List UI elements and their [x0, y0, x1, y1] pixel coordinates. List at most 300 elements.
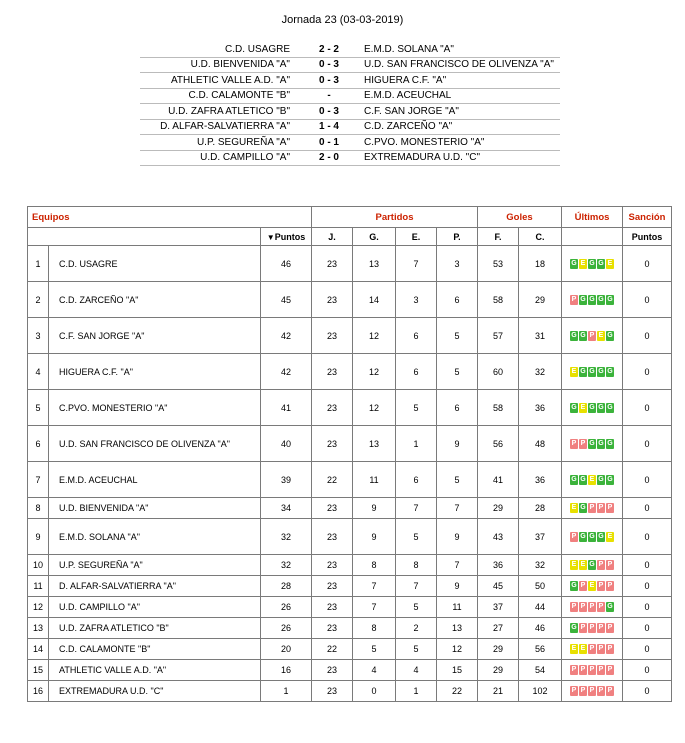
- result-home: U.P. SEGUREÑA "A": [140, 135, 294, 151]
- result-row: [140, 42, 560, 57]
- form-badge: G: [607, 603, 613, 611]
- cell-pos: 9: [28, 519, 49, 555]
- form-badge: G: [607, 295, 613, 303]
- form-badge: P: [598, 666, 604, 674]
- form-badge: P: [580, 582, 586, 590]
- cell-p: 9: [437, 576, 478, 597]
- cell-g: 7: [353, 576, 396, 597]
- cell-ultimos: [562, 354, 623, 390]
- cell-p: 5: [437, 462, 478, 498]
- result-row: [140, 119, 560, 135]
- cell-pts: 28: [261, 576, 312, 597]
- cell-pos: 2: [28, 282, 49, 318]
- jornada-title: Jornada 23 (03-03-2019): [281, 14, 404, 26]
- standings-row: [28, 498, 672, 519]
- header-goles: Goles: [478, 207, 562, 228]
- cell-f: 58: [478, 282, 519, 318]
- cell-team[interactable]: HIGUERA C.F. "A": [49, 354, 261, 390]
- result-score: 2 - 2: [294, 42, 364, 57]
- cell-f: 45: [478, 576, 519, 597]
- cell-sancion: 0: [623, 639, 672, 660]
- form-badge: E: [589, 582, 595, 590]
- cell-pos: 1: [28, 246, 49, 282]
- cell-g: 12: [353, 390, 396, 426]
- cell-sancion: 0: [623, 354, 672, 390]
- form-badge: P: [598, 561, 604, 569]
- header-equipos: Equipos: [28, 207, 312, 228]
- cell-p: 7: [437, 498, 478, 519]
- form-badge: P: [580, 603, 586, 611]
- cell-sancion: 0: [623, 282, 672, 318]
- cell-pos: 13: [28, 618, 49, 639]
- cell-e: 6: [396, 318, 437, 354]
- cell-team[interactable]: EXTREMADURA U.D. "C": [49, 681, 261, 702]
- cell-ultimos: [562, 576, 623, 597]
- form-badge: P: [580, 666, 586, 674]
- form-badge: G: [580, 532, 586, 540]
- cell-pts: 26: [261, 597, 312, 618]
- cell-c: 36: [519, 462, 562, 498]
- cell-f: 37: [478, 597, 519, 618]
- form-badge: P: [607, 666, 613, 674]
- standings-row: [28, 282, 672, 318]
- cell-c: 37: [519, 519, 562, 555]
- form-badge: G: [571, 331, 577, 339]
- cell-ultimos: [562, 246, 623, 282]
- results-table: [140, 42, 560, 166]
- form-badge: P: [598, 687, 604, 695]
- cell-c: 44: [519, 597, 562, 618]
- form-badges: [570, 475, 614, 485]
- form-badges: [570, 644, 614, 654]
- cell-c: 50: [519, 576, 562, 597]
- cell-f: 21: [478, 681, 519, 702]
- cell-g: 0: [353, 681, 396, 702]
- form-badge: E: [580, 645, 586, 653]
- form-badge: P: [598, 645, 604, 653]
- cell-e: 2: [396, 618, 437, 639]
- cell-team[interactable]: U.D. SAN FRANCISCO DE OLIVENZA "A": [49, 426, 261, 462]
- form-badge: G: [598, 295, 604, 303]
- cell-c: 46: [519, 618, 562, 639]
- cell-p: 5: [437, 354, 478, 390]
- cell-p: 3: [437, 246, 478, 282]
- cell-pts: 16: [261, 660, 312, 681]
- form-badge: E: [580, 561, 586, 569]
- cell-ultimos: [562, 390, 623, 426]
- cell-pos: 16: [28, 681, 49, 702]
- cell-team[interactable]: E.M.D. ACEUCHAL: [49, 462, 261, 498]
- cell-f: 36: [478, 555, 519, 576]
- form-badge: P: [598, 603, 604, 611]
- result-away: C.D. ZARCEÑO "A": [364, 119, 560, 135]
- cell-sancion: 0: [623, 681, 672, 702]
- cell-pts: 34: [261, 498, 312, 519]
- form-badges: [570, 686, 614, 696]
- cell-pts: 45: [261, 282, 312, 318]
- cell-e: 3: [396, 282, 437, 318]
- cell-g: 13: [353, 246, 396, 282]
- cell-e: 7: [396, 246, 437, 282]
- form-badge: P: [607, 624, 613, 632]
- cell-sancion: 0: [623, 390, 672, 426]
- cell-team[interactable]: U.D. BIENVENIDA "A": [49, 498, 261, 519]
- result-home: U.D. CAMPILLO "A": [140, 150, 294, 166]
- cell-j: 22: [312, 639, 353, 660]
- cell-team[interactable]: C.D. CALAMONTE "B": [49, 639, 261, 660]
- cell-team[interactable]: ATHLETIC VALLE A.D. "A": [49, 660, 261, 681]
- form-badge: E: [589, 475, 595, 483]
- result-home: D. ALFAR-SALVATIERRA "A": [140, 119, 294, 135]
- cell-ultimos: [562, 597, 623, 618]
- form-badge: G: [607, 439, 613, 447]
- cell-j: 23: [312, 597, 353, 618]
- form-badge: E: [571, 561, 577, 569]
- cell-j: 23: [312, 246, 353, 282]
- result-home: C.D. CALAMONTE "B": [140, 88, 294, 104]
- header-partidos: Partidos: [312, 207, 478, 228]
- cell-f: 53: [478, 246, 519, 282]
- cell-f: 56: [478, 426, 519, 462]
- cell-j: 23: [312, 660, 353, 681]
- header-j: J.: [312, 228, 353, 246]
- form-badges: [570, 665, 614, 675]
- result-away: U.D. SAN FRANCISCO DE OLIVENZA "A": [364, 57, 560, 73]
- form-badges: [570, 560, 614, 570]
- cell-g: 14: [353, 282, 396, 318]
- result-home: U.D. BIENVENIDA "A": [140, 57, 294, 73]
- cell-j: 23: [312, 681, 353, 702]
- cell-pos: 7: [28, 462, 49, 498]
- cell-pos: 3: [28, 318, 49, 354]
- cell-pts: 41: [261, 390, 312, 426]
- cell-j: 23: [312, 318, 353, 354]
- form-badge: P: [589, 687, 595, 695]
- cell-team[interactable]: C.D. USAGRE: [49, 246, 261, 282]
- standings-row: [28, 576, 672, 597]
- header-ultimos: Últimos: [562, 207, 623, 228]
- cell-f: 58: [478, 390, 519, 426]
- cell-g: 5: [353, 639, 396, 660]
- header-g: G.: [353, 228, 396, 246]
- form-badge: P: [607, 645, 613, 653]
- cell-pts: 1: [261, 681, 312, 702]
- form-badges: [570, 602, 614, 612]
- form-badge: G: [589, 367, 595, 375]
- form-badge: P: [571, 687, 577, 695]
- cell-ultimos: [562, 681, 623, 702]
- cell-sancion: 0: [623, 426, 672, 462]
- form-badge: P: [607, 561, 613, 569]
- cell-team[interactable]: D. ALFAR-SALVATIERRA "A": [49, 576, 261, 597]
- cell-team[interactable]: U.D. ZAFRA ATLETICO "B": [49, 618, 261, 639]
- standings-row: [28, 246, 672, 282]
- cell-e: 5: [396, 519, 437, 555]
- cell-pts: 26: [261, 618, 312, 639]
- form-badge: G: [589, 532, 595, 540]
- form-badge: G: [598, 367, 604, 375]
- form-badge: G: [598, 403, 604, 411]
- result-score: 0 - 3: [294, 104, 364, 120]
- cell-pts: 39: [261, 462, 312, 498]
- cell-e: 6: [396, 354, 437, 390]
- cell-e: 7: [396, 576, 437, 597]
- result-row: [140, 150, 560, 166]
- form-badge: P: [607, 582, 613, 590]
- cell-team[interactable]: U.D. CAMPILLO "A": [49, 597, 261, 618]
- form-badge: G: [589, 439, 595, 447]
- cell-f: 29: [478, 498, 519, 519]
- cell-sancion: 0: [623, 462, 672, 498]
- form-badge: G: [598, 439, 604, 447]
- standings-row: [28, 390, 672, 426]
- cell-g: 11: [353, 462, 396, 498]
- form-badges: [570, 439, 614, 449]
- form-badge: G: [571, 259, 577, 267]
- cell-p: 13: [437, 618, 478, 639]
- cell-ultimos: [562, 660, 623, 681]
- cell-ultimos: [562, 618, 623, 639]
- cell-c: 28: [519, 498, 562, 519]
- form-badge: G: [580, 295, 586, 303]
- cell-p: 7: [437, 555, 478, 576]
- cell-g: 9: [353, 519, 396, 555]
- result-away: EXTREMADURA U.D. "C": [364, 150, 560, 166]
- form-badge: G: [589, 295, 595, 303]
- cell-e: 4: [396, 660, 437, 681]
- form-badge: G: [598, 475, 604, 483]
- cell-e: 6: [396, 462, 437, 498]
- form-badge: G: [571, 624, 577, 632]
- cell-c: 36: [519, 390, 562, 426]
- cell-e: 5: [396, 639, 437, 660]
- form-badge: E: [571, 504, 577, 512]
- standings-row: [28, 462, 672, 498]
- cell-ultimos: [562, 426, 623, 462]
- result-score: 0 - 1: [294, 135, 364, 151]
- cell-c: 31: [519, 318, 562, 354]
- standings-row: [28, 618, 672, 639]
- cell-c: 32: [519, 555, 562, 576]
- cell-g: 8: [353, 618, 396, 639]
- form-badges: [570, 503, 614, 513]
- cell-team[interactable]: C.PVO. MONESTERIO "A": [49, 390, 261, 426]
- cell-f: 43: [478, 519, 519, 555]
- cell-g: 13: [353, 426, 396, 462]
- cell-g: 12: [353, 318, 396, 354]
- standings-row: [28, 597, 672, 618]
- cell-j: 23: [312, 618, 353, 639]
- cell-team[interactable]: E.M.D. SOLANA "A": [49, 519, 261, 555]
- result-row: [140, 135, 560, 151]
- cell-e: 1: [396, 681, 437, 702]
- result-row: [140, 104, 560, 120]
- cell-pos: 5: [28, 390, 49, 426]
- standings-row: [28, 555, 672, 576]
- cell-f: 60: [478, 354, 519, 390]
- cell-p: 22: [437, 681, 478, 702]
- cell-pos: 12: [28, 597, 49, 618]
- cell-p: 9: [437, 519, 478, 555]
- form-badge: G: [598, 259, 604, 267]
- cell-pos: 10: [28, 555, 49, 576]
- form-badge: G: [589, 561, 595, 569]
- cell-team[interactable]: C.D. ZARCEÑO "A": [49, 282, 261, 318]
- form-badge: G: [571, 475, 577, 483]
- standings-row: [28, 354, 672, 390]
- cell-e: 1: [396, 426, 437, 462]
- form-badge: P: [589, 603, 595, 611]
- cell-c: 18: [519, 246, 562, 282]
- cell-ultimos: [562, 282, 623, 318]
- form-badges: [570, 295, 614, 305]
- form-badge: P: [589, 666, 595, 674]
- form-badge: G: [580, 367, 586, 375]
- header-blank: [28, 228, 261, 246]
- form-badge: G: [607, 475, 613, 483]
- form-badges: [570, 403, 614, 413]
- cell-team[interactable]: C.F. SAN JORGE "A": [49, 318, 261, 354]
- standings-table: [27, 206, 672, 702]
- form-badge: P: [589, 645, 595, 653]
- cell-j: 23: [312, 282, 353, 318]
- cell-pts: 46: [261, 246, 312, 282]
- cell-f: 41: [478, 462, 519, 498]
- standings-row: [28, 426, 672, 462]
- result-score: 0 - 3: [294, 73, 364, 89]
- header-f: F.: [478, 228, 519, 246]
- form-badge: E: [598, 331, 604, 339]
- form-badge: P: [571, 666, 577, 674]
- cell-p: 12: [437, 639, 478, 660]
- cell-f: 27: [478, 618, 519, 639]
- cell-ultimos: [562, 639, 623, 660]
- cell-c: 56: [519, 639, 562, 660]
- cell-c: 29: [519, 282, 562, 318]
- cell-ultimos: [562, 318, 623, 354]
- cell-sancion: 0: [623, 246, 672, 282]
- result-row: [140, 57, 560, 73]
- form-badge: G: [571, 403, 577, 411]
- result-score: 0 - 3: [294, 57, 364, 73]
- cell-g: 8: [353, 555, 396, 576]
- form-badge: P: [580, 439, 586, 447]
- cell-g: 7: [353, 597, 396, 618]
- cell-c: 54: [519, 660, 562, 681]
- cell-p: 6: [437, 282, 478, 318]
- standings-row: [28, 519, 672, 555]
- form-badge: P: [589, 504, 595, 512]
- cell-p: 5: [437, 318, 478, 354]
- cell-pos: 11: [28, 576, 49, 597]
- cell-e: 5: [396, 390, 437, 426]
- form-badge: G: [589, 403, 595, 411]
- header-c: C.: [519, 228, 562, 246]
- cell-team[interactable]: U.P. SEGUREÑA "A": [49, 555, 261, 576]
- header-puntos-label: Puntos: [274, 231, 306, 242]
- cell-ultimos: [562, 555, 623, 576]
- cell-sancion: 0: [623, 576, 672, 597]
- cell-g: 12: [353, 354, 396, 390]
- result-home: ATHLETIC VALLE A.D. "A": [140, 73, 294, 89]
- form-badge: G: [607, 331, 613, 339]
- form-badges: [570, 259, 614, 269]
- cell-f: 57: [478, 318, 519, 354]
- result-away: HIGUERA C.F. "A": [364, 73, 560, 89]
- cell-j: 23: [312, 576, 353, 597]
- cell-pos: 8: [28, 498, 49, 519]
- form-badge: P: [580, 624, 586, 632]
- form-badge: P: [598, 624, 604, 632]
- result-away: C.PVO. MONESTERIO "A": [364, 135, 560, 151]
- cell-sancion: 0: [623, 318, 672, 354]
- cell-f: 29: [478, 660, 519, 681]
- sort-arrow-icon: ▼: [266, 232, 275, 242]
- form-badge: P: [607, 504, 613, 512]
- cell-pts: 20: [261, 639, 312, 660]
- standings-row: [28, 639, 672, 660]
- form-badge: P: [589, 331, 595, 339]
- result-home: U.D. ZAFRA ATLETICO "B": [140, 104, 294, 120]
- form-badge: G: [607, 367, 613, 375]
- standings-row: [28, 318, 672, 354]
- cell-p: 11: [437, 597, 478, 618]
- form-badges: [570, 367, 614, 377]
- form-badge: P: [571, 603, 577, 611]
- header-p: P.: [437, 228, 478, 246]
- form-badge: G: [598, 532, 604, 540]
- cell-pts: 42: [261, 354, 312, 390]
- cell-pos: 15: [28, 660, 49, 681]
- cell-j: 23: [312, 354, 353, 390]
- form-badge: E: [607, 259, 613, 267]
- header-e: E.: [396, 228, 437, 246]
- form-badge: P: [598, 504, 604, 512]
- cell-p: 9: [437, 426, 478, 462]
- form-badge: P: [598, 582, 604, 590]
- cell-e: 5: [396, 597, 437, 618]
- cell-j: 23: [312, 498, 353, 519]
- cell-pts: 40: [261, 426, 312, 462]
- cell-sancion: 0: [623, 555, 672, 576]
- form-badge: E: [580, 259, 586, 267]
- cell-p: 6: [437, 390, 478, 426]
- header-puntos[interactable]: [261, 228, 312, 246]
- cell-sancion: 0: [623, 660, 672, 681]
- cell-pos: 4: [28, 354, 49, 390]
- cell-e: 7: [396, 498, 437, 519]
- cell-j: 22: [312, 462, 353, 498]
- cell-j: 23: [312, 390, 353, 426]
- cell-ultimos: [562, 519, 623, 555]
- form-badges: [570, 581, 614, 591]
- cell-g: 4: [353, 660, 396, 681]
- form-badge: E: [580, 403, 586, 411]
- header-sancion: Sanción: [623, 207, 672, 228]
- cell-j: 23: [312, 426, 353, 462]
- cell-j: 23: [312, 519, 353, 555]
- cell-c: 102: [519, 681, 562, 702]
- cell-e: 8: [396, 555, 437, 576]
- form-badge: G: [607, 403, 613, 411]
- standings-row: [28, 660, 672, 681]
- cell-f: 29: [478, 639, 519, 660]
- header-sancion-puntos: Puntos: [623, 228, 672, 246]
- cell-ultimos: [562, 498, 623, 519]
- form-badge: P: [571, 532, 577, 540]
- cell-pts: 32: [261, 555, 312, 576]
- cell-sancion: 0: [623, 498, 672, 519]
